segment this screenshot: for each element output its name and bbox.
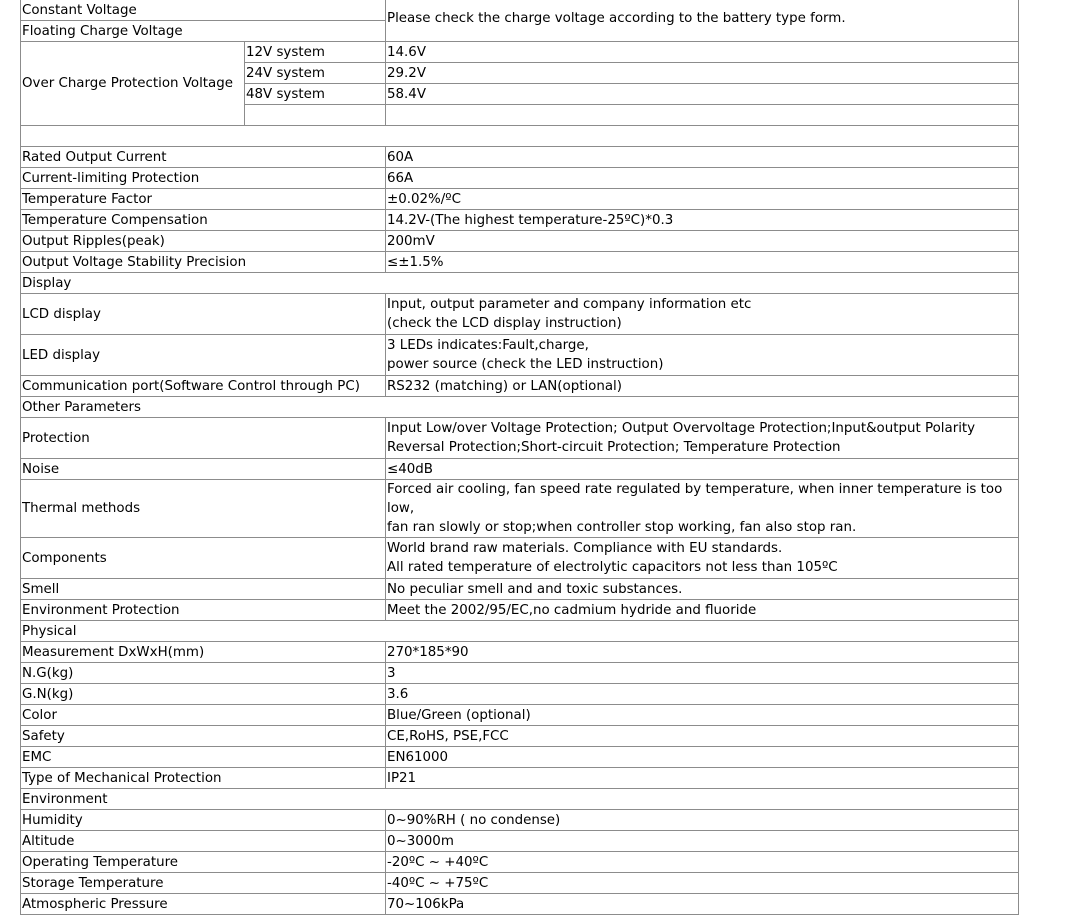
- row-label: Current-limiting Protection: [21, 168, 386, 189]
- row-label: N.G(kg): [21, 663, 386, 684]
- row-value: ±0.02%/ºC: [386, 189, 1019, 210]
- table-row: [21, 418, 1019, 459]
- row-label: Humidity: [21, 810, 386, 831]
- row-value: ≤40dB: [386, 459, 1019, 480]
- empty-cell: [386, 105, 1019, 126]
- row-value: 60A: [386, 147, 1019, 168]
- row-value: 0~90%RH ( no condense): [386, 810, 1019, 831]
- row-value: 66A: [386, 168, 1019, 189]
- table-row: [21, 810, 1019, 831]
- row-value: RS232 (matching) or LAN(optional): [386, 376, 1019, 397]
- row-label: Safety: [21, 726, 386, 747]
- spec-table: [20, 0, 1019, 915]
- table-row: [21, 747, 1019, 768]
- row-value: 70~106kPa: [386, 894, 1019, 915]
- row-value: No peculiar smell and and toxic substances.: [386, 579, 1019, 600]
- table-row: [21, 376, 1019, 397]
- value-line: Input Low/over Voltage Protection; Output Overvoltage Protection;Input&output Polarity: [387, 421, 976, 436]
- section-title-other: Other Parameters: [21, 397, 1019, 418]
- system-label: 48V system: [245, 84, 386, 105]
- section-row: [21, 397, 1019, 418]
- row-label: Thermal methods: [21, 480, 386, 538]
- row-label: Protection: [21, 418, 386, 459]
- table-row: [21, 726, 1019, 747]
- table-row: [21, 335, 1019, 376]
- row-label: G.N(kg): [21, 684, 386, 705]
- row-label: Output Voltage Stability Precision: [21, 252, 386, 273]
- row-label: Environment Protection: [21, 600, 386, 621]
- row-value: CE,RoHS, PSE,FCC: [386, 726, 1019, 747]
- row-value: 3.6: [386, 684, 1019, 705]
- system-value: 29.2V: [386, 63, 1019, 84]
- table-row: [21, 42, 1019, 63]
- section-row: [21, 789, 1019, 810]
- spacer-row: [21, 126, 1019, 147]
- table-row: [21, 705, 1019, 726]
- charge-note: Please check the charge voltage according to the battery type form.: [386, 0, 1019, 42]
- row-value: -20ºC ~ +40ºC: [386, 852, 1019, 873]
- table-row: [21, 831, 1019, 852]
- value-line: 3 LEDs indicates:Fault,charge,: [387, 338, 589, 353]
- row-value: 3: [386, 663, 1019, 684]
- system-label: 24V system: [245, 63, 386, 84]
- table-row: [21, 480, 1019, 538]
- table-row: [21, 579, 1019, 600]
- row-label: EMC: [21, 747, 386, 768]
- table-row: [21, 126, 1019, 147]
- value-line: Reversal Protection;Short-circuit Protection; Temperature Protection: [387, 440, 841, 455]
- row-value: 14.2V-(The highest temperature-25ºC)*0.3: [386, 210, 1019, 231]
- value-line: Input, output parameter and company information etc: [387, 297, 752, 312]
- table-row: [21, 600, 1019, 621]
- row-label: LCD display: [21, 294, 386, 335]
- value-line: World brand raw materials. Compliance with EU standards.: [387, 541, 783, 556]
- row-value: EN61000: [386, 747, 1019, 768]
- table-row: [21, 210, 1019, 231]
- table-row: [21, 663, 1019, 684]
- table-row: [21, 642, 1019, 663]
- row-value: [386, 294, 1019, 335]
- table-row: [21, 294, 1019, 335]
- row-label: Smell: [21, 579, 386, 600]
- row-value: -40ºC ~ +75ºC: [386, 873, 1019, 894]
- section-title-display: Display: [21, 273, 1019, 294]
- table-row: [21, 894, 1019, 915]
- row-label: Components: [21, 538, 386, 579]
- table-row: [21, 189, 1019, 210]
- system-value: 58.4V: [386, 84, 1019, 105]
- row-label: Temperature Compensation: [21, 210, 386, 231]
- value-line: power source (check the LED instruction): [387, 357, 664, 372]
- section-title-physical: Physical: [21, 621, 1019, 642]
- row-label: Noise: [21, 459, 386, 480]
- row-label: Color: [21, 705, 386, 726]
- row-value: [386, 480, 1019, 538]
- row-value: 0~3000m: [386, 831, 1019, 852]
- row-value: IP21: [386, 768, 1019, 789]
- value-line: Forced air cooling, fan speed rate regulated by temperature, when inner temperature is too low,: [387, 482, 1003, 516]
- overcharge-label: Over Charge Protection Voltage: [21, 42, 245, 126]
- row-value: [386, 335, 1019, 376]
- table-row: [21, 252, 1019, 273]
- row-label: Temperature Factor: [21, 189, 386, 210]
- row-label: Atmospheric Pressure: [21, 894, 386, 915]
- row-value: [386, 538, 1019, 579]
- row-label: Output Ripples(peak): [21, 231, 386, 252]
- table-row: [21, 768, 1019, 789]
- table-row: [21, 168, 1019, 189]
- row-label: Type of Mechanical Protection: [21, 768, 386, 789]
- row-label: Storage Temperature: [21, 873, 386, 894]
- row-label: Floating Charge Voltage: [21, 21, 386, 42]
- row-value: 200mV: [386, 231, 1019, 252]
- value-line: fan ran slowly or stop;when controller stop working, fan also stop ran.: [387, 520, 857, 535]
- row-value: ≤±1.5%: [386, 252, 1019, 273]
- row-value: [386, 418, 1019, 459]
- row-label: Rated Output Current: [21, 147, 386, 168]
- table-row: [21, 684, 1019, 705]
- section-row: [21, 621, 1019, 642]
- table-row: [21, 147, 1019, 168]
- table-row: [21, 852, 1019, 873]
- table-row: [21, 873, 1019, 894]
- system-value: 14.6V: [386, 42, 1019, 63]
- row-label: Altitude: [21, 831, 386, 852]
- row-label: Communication port(Software Control through PC): [21, 376, 386, 397]
- table-row: [21, 538, 1019, 579]
- section-row: [21, 273, 1019, 294]
- system-label: 12V system: [245, 42, 386, 63]
- row-value: Meet the 2002/95/EC,no cadmium hydride and fluoride: [386, 600, 1019, 621]
- row-label: Operating Temperature: [21, 852, 386, 873]
- row-value: Blue/Green (optional): [386, 705, 1019, 726]
- table-row: [21, 0, 1019, 21]
- section-title-environment: Environment: [21, 789, 1019, 810]
- empty-cell: [245, 105, 386, 126]
- row-label: Constant Voltage: [21, 0, 386, 21]
- row-label: LED display: [21, 335, 386, 376]
- row-label: Measurement DxWxH(mm): [21, 642, 386, 663]
- value-line: (check the LCD display instruction): [387, 316, 622, 331]
- table-row: [21, 459, 1019, 480]
- row-value: 270*185*90: [386, 642, 1019, 663]
- table-row: [21, 231, 1019, 252]
- value-line: All rated temperature of electrolytic capacitors not less than 105ºC: [387, 560, 838, 575]
